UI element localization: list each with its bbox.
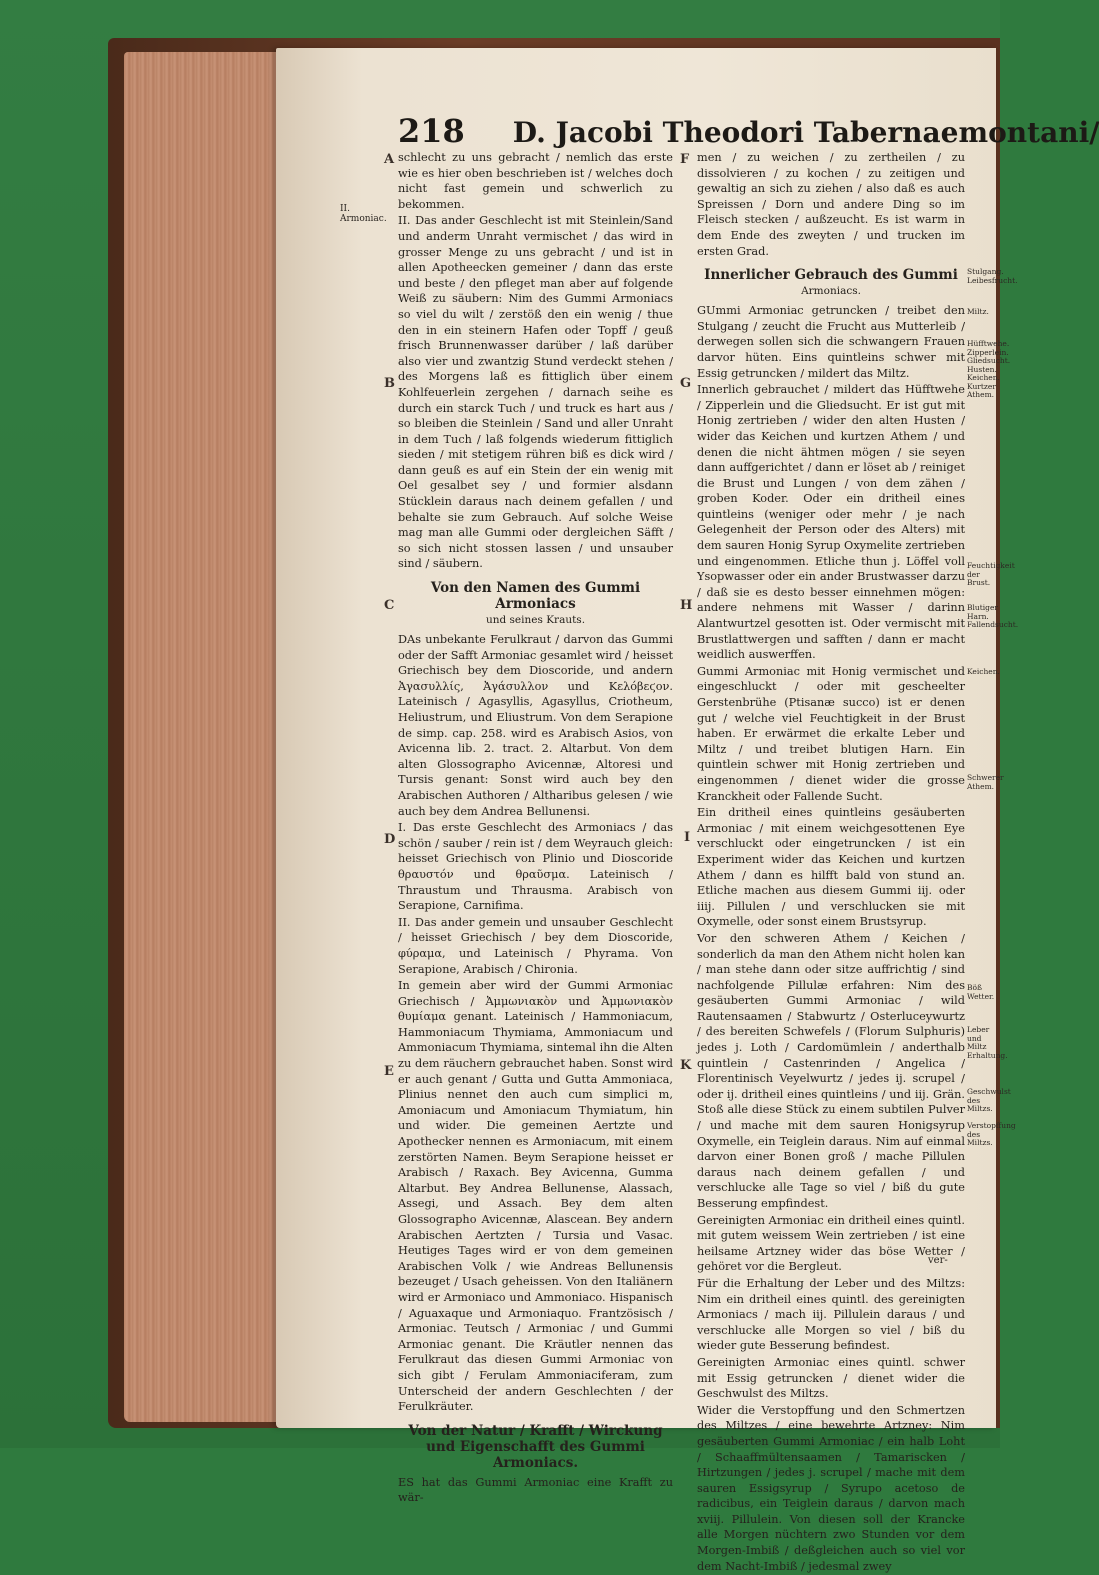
margin-note: Miltz.: [967, 307, 989, 316]
paragraph: Für die Erhaltung der Leber und des Miltzs: Nim ein dritheil eines quintl. des gereinigten Armoniacs / mach iij. Pillulein daraus / und verschlucke alle Morgen so viel / biß du wieder gute Besserung befindest.: [697, 1276, 965, 1353]
running-title: D. Jacobi Theodori Tabernaemontani/: [512, 116, 1099, 149]
running-head: [398, 112, 1099, 152]
paragraph: Gereinigten Armoniac ein dritheil eines quintl. mit gutem weissem Wein zertrieben / ist eine heilsame Artzney wider das böse Wetter / gehöret vor die Bergleut.: [697, 1213, 965, 1274]
section-marker-g: G: [680, 376, 692, 391]
section-marker-h: H: [680, 598, 693, 613]
heading-text: Von den Namen des Gummi Armoniacs: [430, 580, 641, 613]
paragraph: Vor den schweren Athem / Keichen / sonderlich da man den Athem nicht holen kan / man stehe dann oder sitze auffrichtig / sind nachfolgende Pillulæ erfahren: Nim des gesäuberten Gummi Armoniac / wild Rautensaamen / Stabwurtz / Osterluceywurtz / des bereiten Schwefels / (Florum Sulphuris) jedes j. Loth / Cardomümlein / anderthalb quintlein / Castenrinden / Angelica / Florentinisch Veyelwurtz / jedes ij. scrupel / oder ij. dritheil eines quintleins / und iij. Grän. Stoß alle diese Stück zu einem subtilen Pulver / und mache mit dem sauren Honigsyrup Oxymelle, ein Teiglein daraus. Nim auf einmal darvon einer Bonen groß / mache Pillulen daraus nach deinem gefallen / und verschlucke alle Tage so viel / biß du gute Besserung empfindest.: [697, 931, 965, 1210]
section-marker-d: D: [384, 832, 396, 847]
margin-note: Schwerer Athem.: [967, 773, 1004, 791]
heading-subtext: Armoniacs.: [801, 285, 861, 298]
margin-note: Hüfftwehe. Zipperlein. Gliedsucht. Husten. Keichen. Kurtzer Athem.: [967, 339, 1011, 399]
section-marker-k: K: [680, 1058, 692, 1073]
section-heading: [398, 580, 673, 628]
margin-note: Keichen.: [967, 667, 1000, 676]
paragraph: Gummi Armoniac mit Honig vermischet und eingeschluckt / oder mit gescheelter Gerstenbrühe (Ptisanæ succo) ist er denen gut / welche viel Feuchtigkeit in der Brust haben. Er erwärmet die erkalte Leber und Miltz / und treibet blutigen Harn. Ein quintlein schwer mit Honig zertrieben und eingenommen / dienet wider die grosse Kranckheit oder Fallende Sucht.: [697, 664, 965, 803]
paragraph: In gemein aber wird der Gummi Armoniac Griechisch / Ἀμμωνιακὸν und Ἀμμωνιακὸν θυμίαμα genant. Lateinisch / Hammoniacum, Hammoniacum Thymiama, Ammoniacum und Ammoniacum Thymiama, sintemal ihn die Alten zu dem räuchern gebrauchet haben. Sonst wird er auch genant / Gutta und Gutta Ammoniaca, Plinius nennet den auch cum simplici m, Amoniacum und Amoniacum Thymiatum, hin und wider. Die gemeinen Aertzte und Apothecker nennen es Armoniacum, mit einem zerstörten Namen. Beym Serapione heisset er Arabisch / Raxach. Bey Avicenna, Gumma Altarbut. Bey Andrea Bellunense, Alassach, Assegi, und Assach. Bey dem alten Glossographo Avicennæ, Alascean. Bey andern Arabischen Aertzten / Tursia und Vasac. Heutiges Tages wird er von dem gemeinen Arabischen Volk / wie Andreas Bellunensis bezeuget / Usach geheissen. Von den Italiänern wird er Armoniaco und Ammoniaco. Hispanisch / Aguaxaque und Armoniaquo. Frantzösisch / Armoniac. Teutsch / Armoniac / und Gummi Armoniac genant. Die Kräutler nennen das Ferulkraut das diesen Gummi Armoniac von sich gibt / Ferulam Ammoniaciferam, zum Unterscheid der andern Geschlechten / der Ferulkräuter.: [398, 979, 673, 1414]
section-marker-c: C: [384, 598, 395, 613]
section-marker-e: E: [384, 1064, 394, 1079]
heading-text: Innerlicher Gebrauch des Gummi: [704, 267, 958, 284]
paragraph: I. Das erste Geschlecht des Armoniacs / das schön / sauber / rein ist / dem Weyrauch gleich: heisset Griechisch von Plinio und Dioscoride θραυστόν und θραῦσμα. Lateinisch / Thraustum und Thrausma. Arabisch von Serapione, Carnifima.: [398, 821, 673, 913]
page-number: 218: [398, 112, 465, 150]
paragraph: men / zu weichen / zu zertheilen / zu dissolvieren / zu kochen / zu zeitigen und gewaltig an sich zu ziehen / also daß es auch Spreissen / Dorn und andere Ding so im Fleisch stecken / außzeucht. Es ist warm in dem Ende des zweyten / und trucken im ersten Grad.: [697, 151, 965, 258]
section-heading: [697, 267, 965, 299]
margin-note: Blutiger Harn. Fallendsucht.: [967, 603, 1019, 629]
left-column: [398, 150, 673, 1507]
heading-subtext: und seines Krauts.: [485, 614, 586, 627]
margin-note: Böß Wetter.: [967, 983, 995, 1001]
paragraph: Ein dritheil eines quintleins gesäuberten Armoniac / mit einem weichgesottenen Eye verschluckt oder eingetruncken / ist ein Experiment wider das Keichen und kurtzen Athem / dann es hilfft bald von stund an. Etliche machen aus diesem Gummi iij. oder iiij. Pillulen / und verschlucken sie mit Oxymelle, oder sonst einem Brustsyrup.: [697, 806, 965, 929]
section-marker-i: I: [684, 830, 691, 845]
paragraph: Innerlich gebrauchet / mildert das Hüfftwehe / Zipperlein und die Gliedsucht. Er ist gut mit Honig zertrieben / wider den alten Husten / wider das Keichen und kurtzen Athem / und denen die nicht ähtmen mögen / sie seyen dann auffgerichtet / dann er löset ab / reiniget die Brust und Lungen / von dem zähen / groben Koder. Oder ein dritheil eines quintleins (weniger oder mehr / je nach Gelegenheit der Person oder des Alters) mit dem sauren Honig Syrup Oxymelite zertrieben und eingenommen. Etliche thun j. Löffel voll Ysopwasser oder ein ander Brustwasser darzu / daß sie es desto besser einnehmen mögen: andere nehmens mit Wasser / darinn Alantwurtzel gesotten ist. Oder vermischt mit Brustlattwergen und safften / dann er macht weidlich auswerffen.: [697, 383, 965, 662]
right-column: [697, 150, 965, 1575]
paragraph: schlecht zu uns gebracht / nemlich das erste wie es hier oben beschrieben ist / welches doch nicht fast gemein und schwerlich zu bekommen.: [398, 151, 673, 211]
margin-note: Geschwulst des Miltzs.: [967, 1087, 1011, 1113]
margin-note: II. Armoniac.: [340, 204, 387, 224]
paragraph: ES hat das Gummi Armoniac eine Krafft zu wär-: [398, 1475, 673, 1505]
paragraph: Gereinigten Armoniac eines quintl. schwer mit Essig getruncken / dienet wider die Geschwulst des Miltzs.: [697, 1355, 965, 1401]
paragraph: II. Das ander Geschlecht ist mit Steinlein/Sand und anderm Unraht vermischet / das wird in grosser Menge zu uns gebracht / und ist in allen Apotheecken gemeiner / dann das erste und beste / den pfleget man aber auf folgende Weiß zu säubern: Nim des Gummi Armoniacs so viel du wilt / zerstöß den ein wenig / thue den in ein steinern Hafen oder Topff / geuß frisch Brunnenwasser darüber / laß darüber also vier und zwantzig Stund verdeckt stehen / des Morgens laß es fittiglich über einem Kohlfeuerlein zergehen / darnach seihe es durch ein starck Tuch / und truck es hart aus / so bleiben die Steinlein / Sand und aller Unraht in dem Tuch / laß folgends wiederum fittiglich sieden / mit stetigem rühren biß es dick wird / dann geuß es auf ein Stein der ein wenig mit Oel gesalbet sey / und formier alsdann Stücklein daraus nach deinem gefallen / und behalte sie zum Gebrauch. Auf solche Weise mag man alle Gummi oder dergleichen Säfft / so sich nicht stossen lassen / und unsauber sind / säubern.: [398, 214, 673, 571]
paragraph: DAs unbekante Ferulkraut / darvon das Gummi oder der Safft Armoniac gesamlet wird / heisset Griechisch bey dem Dioscoride, und andern Ἀγασυλλίς, Ἀγάσυλλον und Κελόβεϛον. Lateinisch / Agasyllis, Agasyllus, Criotheum, Heliustrum, und Eliustrum. Von dem Serapione de simp. cap. 258. wird es Arabisch Asios, von Avicenna lib. 2. tract. 2. Altarbut. Von dem alten Glossographo Avicennæ, Altoresi und Tursis genant: Sonst wird auch bey den Arabischen Authoren / Altharibus gelesen / wie auch bey dem Andrea Bellunensi.: [398, 633, 673, 818]
section-marker-b: B: [384, 376, 395, 391]
margin-note: Feuchtigkeit der Brust.: [967, 561, 1015, 587]
paragraph: Wider die Verstopffung und den Schmertzen des Miltzes / eine bewehrte Artzney: Nim gesäuberten Gummi Armoniac / ein halb Loht / Schaaffmültensaamen / Tamariscken / Hirtzungen / jedes j. scrupel / mache mit dem sauren Essigsyrup / Syrupo acetoso de radicibus, ein Teiglein daraus / darvon mach xviij. Pillulein. Von diesen soll der Krancke alle Morgen nüchtern zwo Stunden vor dem Morgen-Imbiß / deßgleichen auch so viel vor dem Nacht-Imbiß / jedesmal zwey: [697, 1403, 965, 1573]
paragraph: GUmmi Armoniac getruncken / treibet den Stulgang / zeucht die Frucht aus Mutterleib / derwegen sollen sich die schwangern Frauen darvor hüten. Eins quintleins schwer mit Essig getruncken / mildert das Miltz.: [697, 304, 965, 380]
catchword: ver-: [928, 1255, 948, 1266]
margin-note: Stulgang. Leibesfrucht.: [967, 267, 1018, 285]
margin-note: Verstopffung des Miltzs.: [967, 1121, 1016, 1147]
margin-note: Leber und Miltz Erhaltung.: [967, 1025, 1008, 1060]
section-marker-f: F: [680, 152, 690, 167]
section-heading: Von der Natur / Krafft / Wirckung und Eigenschafft des Gummi Armoniacs.: [408, 1422, 663, 1471]
page-edges: [124, 52, 284, 1422]
section-marker-a: A: [384, 152, 395, 167]
paragraph: II. Das ander gemein und unsauber Geschlecht / heisset Griechisch / bey dem Dioscoride, φύραμα, und Lateinisch / Phyrama. Von Serapione, Arabisch / Chironia.: [398, 915, 673, 976]
